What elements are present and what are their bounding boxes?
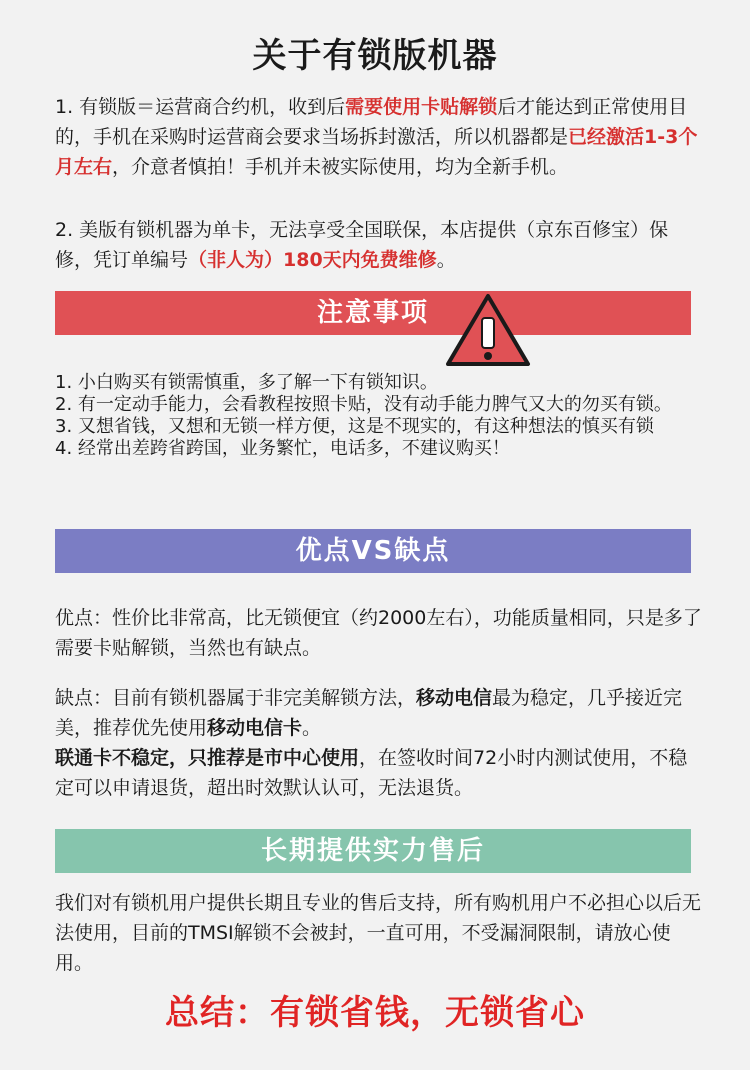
notice-banner — [55, 291, 691, 335]
after-sales-paragraph: 我们对有锁机用户提供长期且专业的售后支持，所有购机用户不必担心以后无法使用，目前的TMSI解锁不会被封，一直可用，不受漏洞限制，请放心使用。 — [55, 892, 702, 974]
intro-paragraph-2: 2. 美版有锁机器为单卡，无法享受全国联保，本店提供（京东百修宝）保修，凭订单编号（非人为）180天内免费维修。 — [55, 219, 669, 271]
page-title: 关于有锁版机器 — [252, 36, 498, 76]
list-item: 2. 有一定动手能力，会看教程按照卡贴，没有动手能力脾气又大的勿买有锁。 — [55, 394, 672, 415]
warning-triangle-icon — [444, 292, 532, 368]
intro-paragraph-1: 1. 有锁版＝运营商合约机，收到后需要使用卡贴解锁后才能达到正常使用目的，手机在采购时运营商会要求当场拆封激活，所以机器都是已经激活1-3个月左右，介意者慎拍！手机并未被实际使用，均为全新手机。 — [55, 96, 698, 178]
notice-list — [55, 372, 705, 460]
cons-paragraph: 缺点：目前有锁机器属于非完美解锁方法，移动电信最为稳定，几乎接近完美，推荐优先使用移动电信卡。 联通卡不稳定，只推荐是市中心使用，在签收时间72小时内测试使用，不稳定可以申请退货，超出时效默认认可，无法退货。 — [55, 687, 688, 799]
after-sales-heading: 长期提供实力售后 — [260, 836, 485, 866]
list-item: 1. 小白购买有锁需慎重，多了解一下有锁知识。 — [55, 372, 438, 393]
unlock-highlight: 需要使用卡贴解锁 — [345, 96, 498, 118]
pros-paragraph: 优点：性价比非常高，比无锁便宜（约2000左右），功能质量相同，只是多了需要卡贴解锁，当然也有缺点。 — [55, 607, 702, 659]
list-item: 3. 又想省钱，又想和无锁一样方便，这是不现实的，有这种想法的慎买有锁 — [55, 416, 654, 437]
after-sales-banner — [55, 829, 691, 873]
unicom-warning: 联通卡不稳定，只推荐是市中心使用 — [55, 747, 360, 769]
notice-heading: 注意事项 — [316, 298, 429, 328]
warranty-highlight: （非人为）180天内免费维修 — [188, 249, 437, 271]
summary-text: 总结：有锁省钱，无锁省心 — [165, 993, 585, 1033]
list-item: 4. 经常出差跨省跨国，业务繁忙，电话多，不建议购买！ — [55, 438, 510, 459]
pros-cons-heading: 优点VS缺点 — [295, 536, 451, 566]
pros-cons-banner — [55, 529, 691, 573]
activation-highlight: 已经激活1-3个月左右 — [55, 126, 698, 178]
